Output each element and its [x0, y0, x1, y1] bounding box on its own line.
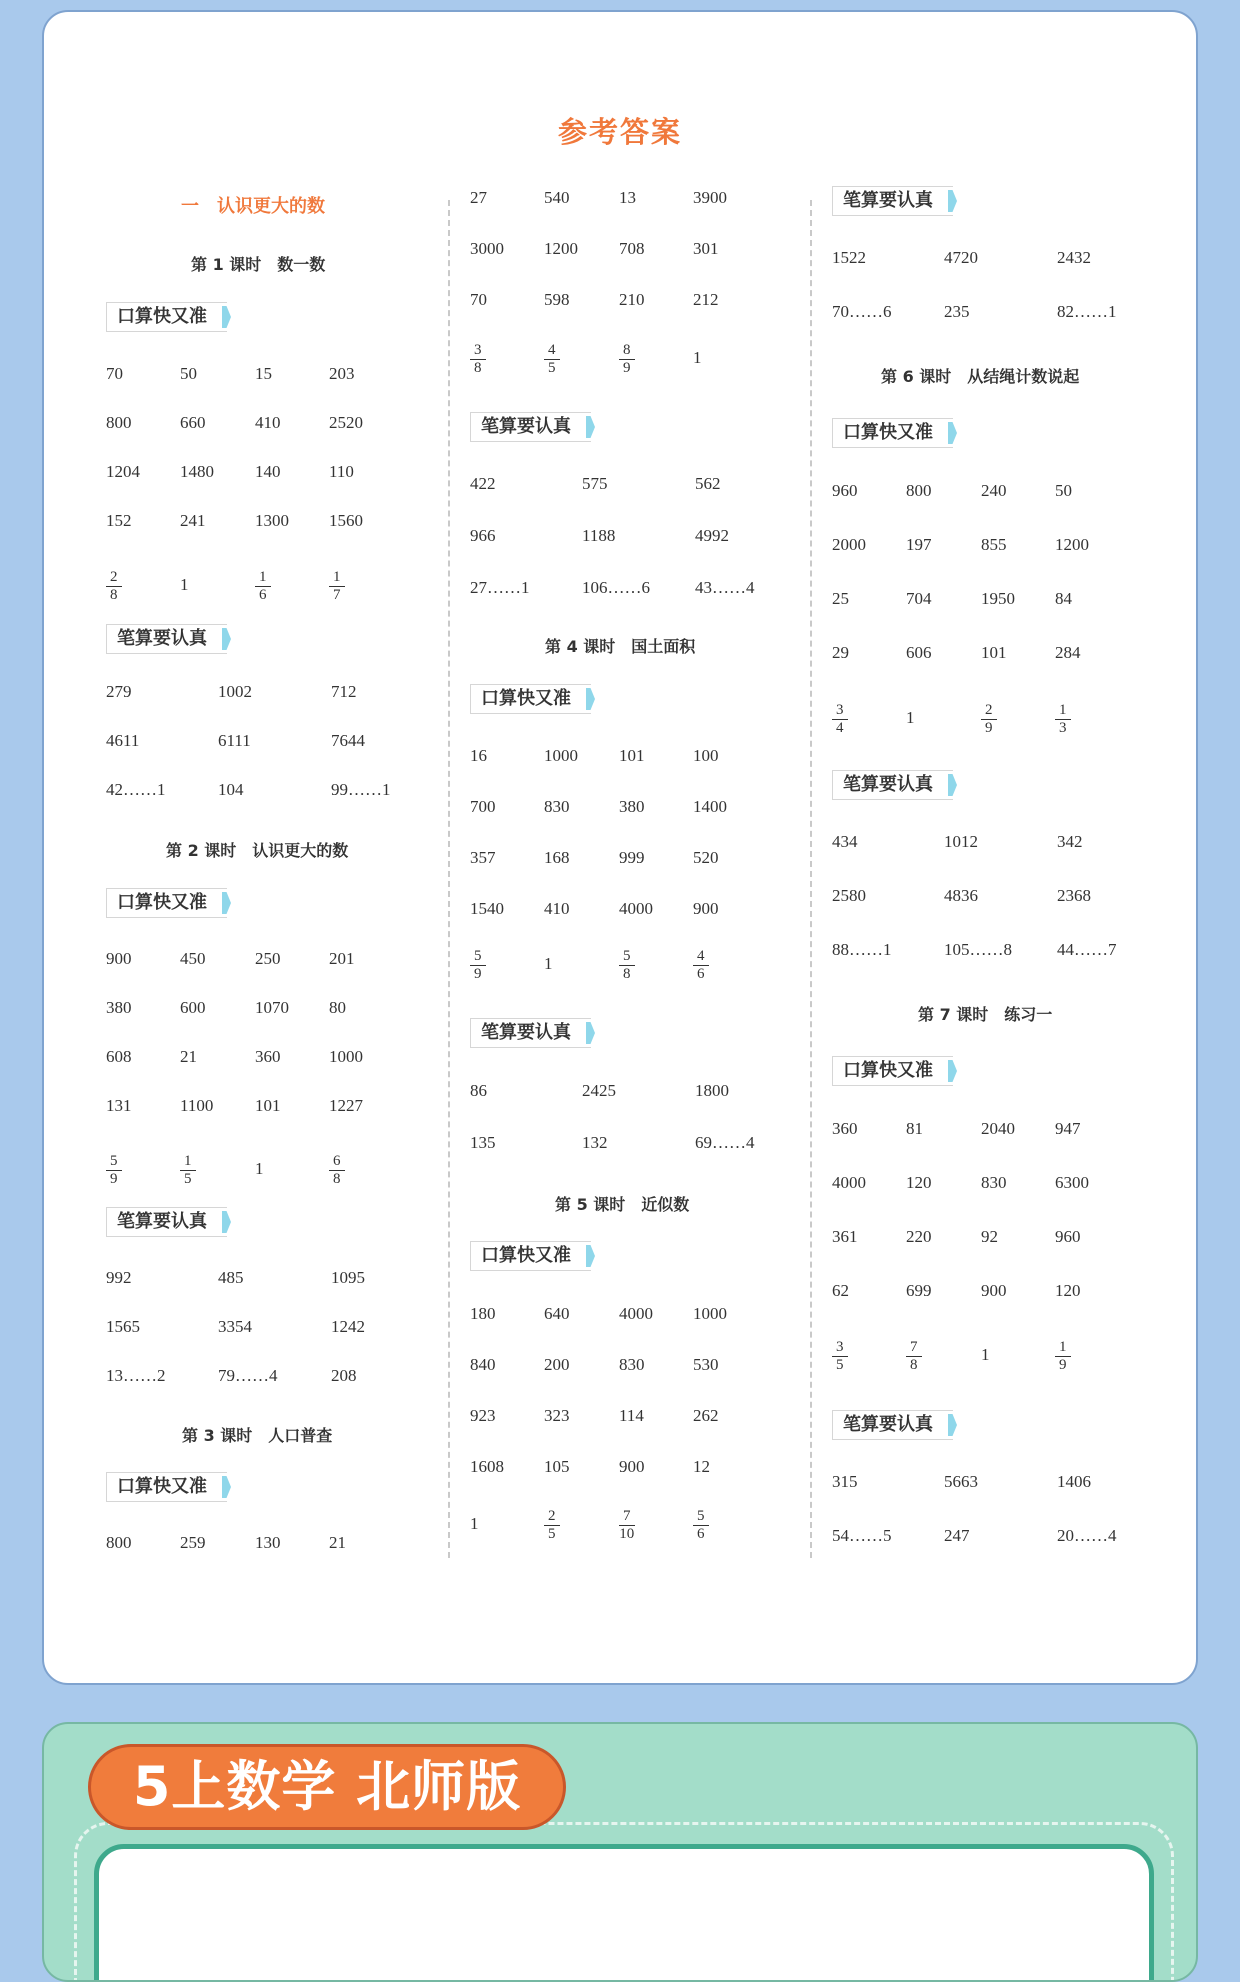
- answer-row: [832, 471, 1132, 511]
- answer-row: [106, 354, 406, 394]
- answer-value: 1800: [695, 1081, 729, 1100]
- answer-value: 110: [329, 462, 354, 481]
- answer-value: 131: [106, 1096, 132, 1115]
- answer-value: 132: [582, 1133, 608, 1152]
- written-section-tag: 笔算要认真: [832, 1410, 953, 1440]
- answer-value: 1: [255, 1159, 264, 1178]
- oral-section-tag: 口算快又准: [106, 302, 227, 332]
- answer-value: 250: [255, 949, 281, 968]
- answer-row: [106, 1356, 406, 1396]
- lesson-title: 第 6 课时 从结绳计数说起: [881, 367, 1080, 386]
- answer-value: 21: [180, 1047, 197, 1066]
- answer-value: 203: [329, 364, 355, 383]
- answer-value: 900: [106, 949, 132, 968]
- answer-row: [832, 238, 1132, 278]
- answer-value: 1400: [693, 797, 727, 816]
- answer-value: 434: [832, 832, 858, 851]
- answer-value: 27: [470, 188, 487, 207]
- answer-value: 422: [470, 474, 496, 493]
- answer-value: 43……4: [695, 578, 755, 597]
- answer-value: 966: [470, 526, 496, 545]
- answer-row: [470, 464, 770, 504]
- answer-row: [106, 452, 406, 492]
- oral-section-tag: 口算快又准: [106, 888, 227, 918]
- answer-value: 241: [180, 511, 206, 530]
- answer-value: 360: [255, 1047, 281, 1066]
- answer-value: 12: [693, 1457, 710, 1476]
- answer-value: 360: [832, 1119, 858, 1138]
- answer-row: [106, 501, 406, 541]
- answer-value: 830: [544, 797, 570, 816]
- answer-value: 70……6: [832, 302, 892, 321]
- decorative-inner-frame: [94, 1844, 1154, 1982]
- answer-value: 1227: [329, 1096, 363, 1115]
- answer-value: 42……1: [106, 780, 166, 799]
- answer-value: 99……1: [331, 780, 391, 799]
- unit-title: 一 认识更大的数: [181, 196, 325, 217]
- answer-value: 13: [619, 188, 636, 207]
- answer-value: 704: [906, 589, 932, 608]
- answer-row: [106, 1086, 406, 1126]
- answer-value: 1188: [582, 526, 616, 545]
- answer-value: 50: [180, 364, 197, 383]
- answer-value: 101: [981, 643, 1007, 662]
- answer-value: 2368: [1057, 886, 1091, 905]
- answer-value: 301: [693, 239, 719, 258]
- answer-value: 70: [106, 364, 123, 383]
- answer-row: [470, 1447, 770, 1487]
- answer-row: [470, 838, 770, 878]
- fraction-answer: $\frac{1}{6}$: [255, 566, 271, 604]
- answer-row: [470, 1071, 770, 1111]
- answer-value: 105……8: [944, 940, 1012, 959]
- written-section-tag: 笔算要认真: [470, 412, 591, 442]
- answer-row: [470, 787, 770, 827]
- answer-value: 7644: [331, 731, 365, 750]
- answer-value: 120: [906, 1173, 932, 1192]
- answer-value: 114: [619, 1406, 644, 1425]
- column-divider: [448, 200, 450, 1558]
- answer-value: 1608: [470, 1457, 504, 1476]
- fraction-answer: $\frac{2}{8}$: [106, 566, 122, 604]
- fraction-row: [106, 565, 406, 605]
- answer-value: 992: [106, 1268, 132, 1287]
- answer-value: 86: [470, 1081, 487, 1100]
- fraction-answer: $\frac{3}{8}$: [470, 339, 486, 377]
- answer-value: 540: [544, 188, 570, 207]
- answer-value: 1100: [180, 1096, 214, 1115]
- answer-value: 279: [106, 682, 132, 701]
- answer-row: [106, 1037, 406, 1077]
- answer-value: 380: [619, 797, 645, 816]
- answer-value: 323: [544, 1406, 570, 1425]
- answer-row: [106, 770, 406, 810]
- answer-value: 1070: [255, 998, 289, 1017]
- banner-title: 5上数学 北师版: [88, 1744, 566, 1830]
- answer-value: 840: [470, 1355, 496, 1374]
- answer-row: [106, 939, 406, 979]
- answer-value: 3900: [693, 188, 727, 207]
- answer-value: 4611: [106, 731, 140, 750]
- answer-value: 2000: [832, 535, 866, 554]
- answer-value: 1: [470, 1514, 479, 1533]
- answer-value: 700: [470, 797, 496, 816]
- answer-value: 62: [832, 1281, 849, 1300]
- answer-value: 6300: [1055, 1173, 1089, 1192]
- answer-row: [470, 1396, 770, 1436]
- oral-section-tag: 口算快又准: [470, 1241, 591, 1271]
- fraction-row: [832, 698, 1132, 738]
- answer-value: 3000: [470, 239, 504, 258]
- fraction-answer: $\frac{4}{6}$: [693, 945, 709, 983]
- answer-row: [106, 988, 406, 1028]
- answer-value: 1: [981, 1345, 990, 1364]
- answer-value: 4992: [695, 526, 729, 545]
- answer-value: 450: [180, 949, 206, 968]
- answer-value: 201: [329, 949, 355, 968]
- answer-value: 84: [1055, 589, 1072, 608]
- answer-value: 21: [329, 1533, 346, 1552]
- answer-value: 608: [106, 1047, 132, 1066]
- answer-value: 1095: [331, 1268, 365, 1287]
- answer-row: [470, 229, 770, 269]
- answer-value: 562: [695, 474, 721, 493]
- answer-value: 70: [470, 290, 487, 309]
- answer-value: 410: [255, 413, 281, 432]
- answer-value: 44……7: [1057, 940, 1117, 959]
- answer-value: 15: [255, 364, 272, 383]
- answer-value: 830: [981, 1173, 1007, 1192]
- answer-value: 598: [544, 290, 570, 309]
- answer-value: 999: [619, 848, 645, 867]
- answer-value: 800: [106, 413, 132, 432]
- answer-value: 1200: [1055, 535, 1089, 554]
- written-section-tag: 笔算要认真: [832, 186, 953, 216]
- answer-value: 520: [693, 848, 719, 867]
- answer-value: 708: [619, 239, 645, 258]
- answer-value: 220: [906, 1227, 932, 1246]
- answer-value: 342: [1057, 832, 1083, 851]
- fraction-answer: $\frac{5}{9}$: [470, 945, 486, 983]
- answer-value: 640: [544, 1304, 570, 1323]
- answer-value: 1300: [255, 511, 289, 530]
- fraction-answer: $\frac{7}{10}$: [619, 1508, 635, 1542]
- answer-value: 1000: [329, 1047, 363, 1066]
- answer-value: 361: [832, 1227, 858, 1246]
- answer-row: [470, 1123, 770, 1163]
- answer-value: 130: [255, 1533, 281, 1552]
- answer-value: 5663: [944, 1472, 978, 1491]
- oral-section-tag: 口算快又准: [832, 418, 953, 448]
- answer-row: [832, 930, 1132, 970]
- fraction-answer: $\frac{1}{9}$: [1055, 1336, 1071, 1374]
- answer-row: [470, 568, 770, 608]
- answer-value: 200: [544, 1355, 570, 1374]
- answer-value: 900: [981, 1281, 1007, 1300]
- answer-value: 82……1: [1057, 302, 1117, 321]
- answer-row: [106, 1523, 406, 1563]
- answer-value: 1204: [106, 462, 140, 481]
- answer-value: 16: [470, 746, 487, 765]
- answer-value: 575: [582, 474, 608, 493]
- fraction-answer: $\frac{1}{5}$: [180, 1150, 196, 1188]
- lesson-title: 第 2 课时 认识更大的数: [166, 841, 349, 860]
- answer-row: [470, 280, 770, 320]
- lesson-title: 第 3 课时 人口普查: [182, 1426, 333, 1445]
- answer-value: 100: [693, 746, 719, 765]
- answer-card: [42, 10, 1198, 1685]
- answer-value: 4836: [944, 886, 978, 905]
- page-title: 参考答案: [557, 115, 682, 149]
- answer-value: 104: [218, 780, 244, 799]
- answer-value: 2580: [832, 886, 866, 905]
- fraction-row: [470, 1504, 770, 1544]
- answer-value: 830: [619, 1355, 645, 1374]
- answer-value: 135: [470, 1133, 496, 1152]
- answer-value: 1000: [544, 746, 578, 765]
- answer-row: [832, 1109, 1132, 1149]
- oral-section-tag: 口算快又准: [106, 1472, 227, 1502]
- answer-row: [470, 1294, 770, 1334]
- answer-row: [106, 403, 406, 443]
- answer-value: 120: [1055, 1281, 1081, 1300]
- answer-value: 2432: [1057, 248, 1091, 267]
- answer-value: 1480: [180, 462, 214, 481]
- answer-value: 2425: [582, 1081, 616, 1100]
- lesson-title: 第 1 课时 数一数: [191, 255, 326, 274]
- answer-value: 262: [693, 1406, 719, 1425]
- oral-section-tag: 口算快又准: [832, 1056, 953, 1086]
- answer-value: 712: [331, 682, 357, 701]
- answer-value: 1002: [218, 682, 252, 701]
- answer-value: 606: [906, 643, 932, 662]
- fraction-row: [106, 1149, 406, 1189]
- answer-value: 180: [470, 1304, 496, 1323]
- answer-value: 25: [832, 589, 849, 608]
- answer-value: 1012: [944, 832, 978, 851]
- answer-value: 80: [329, 998, 346, 1017]
- answer-value: 50: [1055, 481, 1072, 500]
- answer-value: 4720: [944, 248, 978, 267]
- answer-value: 1522: [832, 248, 866, 267]
- fraction-answer: $\frac{2}{5}$: [544, 1505, 560, 1543]
- answer-row: [832, 633, 1132, 673]
- answer-value: 960: [1055, 1227, 1081, 1246]
- answer-row: [832, 1516, 1132, 1556]
- fraction-answer: $\frac{3}{5}$: [832, 1336, 848, 1374]
- answer-value: 600: [180, 998, 206, 1017]
- answer-value: 235: [944, 302, 970, 321]
- answer-row: [832, 1217, 1132, 1257]
- fraction-row: [470, 944, 770, 984]
- answer-row: [832, 1462, 1132, 1502]
- answer-value: 1: [693, 348, 702, 367]
- lesson-title: 第 4 课时 国土面积: [545, 637, 696, 656]
- answer-value: 6111: [218, 731, 251, 750]
- answer-value: 20……4: [1057, 1526, 1117, 1545]
- answer-value: 208: [331, 1366, 357, 1385]
- answer-value: 1000: [693, 1304, 727, 1323]
- answer-value: 101: [619, 746, 645, 765]
- answer-value: 88……1: [832, 940, 892, 959]
- answer-value: 284: [1055, 643, 1081, 662]
- answer-value: 240: [981, 481, 1007, 500]
- answer-value: 4000: [619, 899, 653, 918]
- answer-value: 152: [106, 511, 132, 530]
- column-divider: [810, 200, 812, 1558]
- answer-row: [832, 525, 1132, 565]
- written-section-tag: 笔算要认真: [470, 1018, 591, 1048]
- answer-value: 855: [981, 535, 1007, 554]
- answer-value: 101: [255, 1096, 281, 1115]
- answer-value: 140: [255, 462, 281, 481]
- fraction-answer: $\frac{7}{8}$: [906, 1336, 922, 1374]
- answer-value: 1565: [106, 1317, 140, 1336]
- answer-value: 699: [906, 1281, 932, 1300]
- answer-row: [470, 516, 770, 556]
- answer-value: 315: [832, 1472, 858, 1491]
- answer-value: 800: [906, 481, 932, 500]
- answer-value: 54……5: [832, 1526, 892, 1545]
- answer-row: [832, 876, 1132, 916]
- answer-value: 69……4: [695, 1133, 755, 1152]
- answer-value: 1540: [470, 899, 504, 918]
- answer-row: [832, 579, 1132, 619]
- oral-section-tag: 口算快又准: [470, 684, 591, 714]
- book-banner: [42, 1722, 1198, 1982]
- answer-value: 800: [106, 1533, 132, 1552]
- fraction-answer: $\frac{1}{7}$: [329, 566, 345, 604]
- answer-value: 1: [180, 575, 189, 594]
- answer-value: 92: [981, 1227, 998, 1246]
- answer-value: 4000: [832, 1173, 866, 1192]
- answer-value: 3354: [218, 1317, 252, 1336]
- answer-value: 105: [544, 1457, 570, 1476]
- fraction-answer: $\frac{6}{8}$: [329, 1150, 345, 1188]
- fraction-answer: $\frac{5}{6}$: [693, 1505, 709, 1543]
- written-section-tag: 笔算要认真: [106, 1207, 227, 1237]
- answer-value: 106……6: [582, 578, 650, 597]
- fraction-row: [470, 338, 770, 378]
- answer-value: 2520: [329, 413, 363, 432]
- fraction-answer: $\frac{1}{3}$: [1055, 699, 1071, 737]
- answer-value: 168: [544, 848, 570, 867]
- lesson-title: 第 7 课时 练习一: [918, 1005, 1053, 1024]
- answer-value: 485: [218, 1268, 244, 1287]
- answer-value: 212: [693, 290, 719, 309]
- answer-value: 1242: [331, 1317, 365, 1336]
- fraction-answer: $\frac{5}{8}$: [619, 945, 635, 983]
- answer-value: 900: [619, 1457, 645, 1476]
- answer-row: [106, 721, 406, 761]
- answer-value: 530: [693, 1355, 719, 1374]
- answer-value: 1560: [329, 511, 363, 530]
- answer-value: 81: [906, 1119, 923, 1138]
- written-section-tag: 笔算要认真: [106, 624, 227, 654]
- answer-row: [470, 178, 770, 218]
- answer-row: [832, 822, 1132, 862]
- answer-value: 210: [619, 290, 645, 309]
- answer-row: [470, 736, 770, 776]
- fraction-answer: $\frac{2}{9}$: [981, 699, 997, 737]
- answer-value: 410: [544, 899, 570, 918]
- fraction-answer: $\frac{3}{4}$: [832, 699, 848, 737]
- lesson-title: 第 5 课时 近似数: [555, 1195, 690, 1214]
- answer-value: 660: [180, 413, 206, 432]
- answer-value: 4000: [619, 1304, 653, 1323]
- fraction-answer: $\frac{4}{5}$: [544, 339, 560, 377]
- answer-value: 923: [470, 1406, 496, 1425]
- answer-value: 79……4: [218, 1366, 278, 1385]
- answer-value: 1: [906, 708, 915, 727]
- answer-row: [832, 1271, 1132, 1311]
- answer-value: 29: [832, 643, 849, 662]
- answer-row: [470, 889, 770, 929]
- answer-row: [106, 672, 406, 712]
- answer-value: 259: [180, 1533, 206, 1552]
- answer-row: [470, 1345, 770, 1385]
- fraction-answer: $\frac{5}{9}$: [106, 1150, 122, 1188]
- answer-value: 2040: [981, 1119, 1015, 1138]
- fraction-answer: $\frac{8}{9}$: [619, 339, 635, 377]
- answer-value: 900: [693, 899, 719, 918]
- answer-value: 197: [906, 535, 932, 554]
- answer-value: 1: [544, 954, 553, 973]
- answer-value: 13……2: [106, 1366, 166, 1385]
- answer-value: 947: [1055, 1119, 1081, 1138]
- answer-row: [106, 1307, 406, 1347]
- written-section-tag: 笔算要认真: [832, 770, 953, 800]
- answer-value: 357: [470, 848, 496, 867]
- fraction-row: [832, 1335, 1132, 1375]
- answer-value: 1200: [544, 239, 578, 258]
- answer-value: 960: [832, 481, 858, 500]
- answer-value: 380: [106, 998, 132, 1017]
- answer-value: 27……1: [470, 578, 530, 597]
- answer-row: [832, 292, 1132, 332]
- answer-value: 247: [944, 1526, 970, 1545]
- answer-value: 1950: [981, 589, 1015, 608]
- answer-row: [832, 1163, 1132, 1203]
- answer-value: 1406: [1057, 1472, 1091, 1491]
- answer-row: [106, 1258, 406, 1298]
